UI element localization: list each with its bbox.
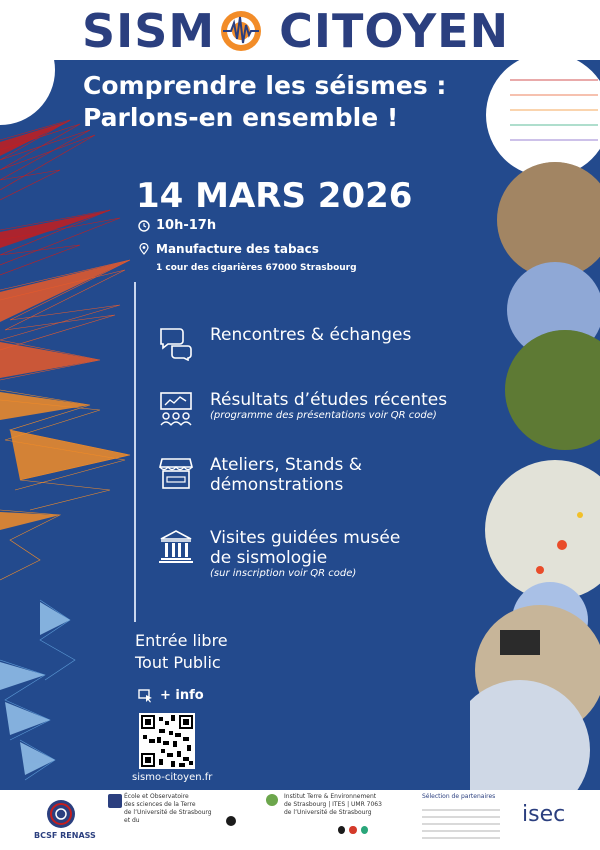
clock-icon [138, 220, 150, 232]
entry-line2: Tout Public [135, 653, 221, 672]
ites-line2: de Strasbourg | ITES | UMR 7063 [284, 801, 382, 808]
photo-collage-decoration [470, 60, 600, 790]
museum-icon [158, 528, 194, 564]
entry-line1: Entrée libre [135, 631, 228, 650]
sismo-citoyen-logo [82, 4, 509, 58]
partners-line1: Sélection de partenaires [422, 793, 496, 800]
partner-dots [338, 826, 368, 834]
event-time: 10h-17h [156, 218, 217, 233]
market-stand-icon [158, 455, 194, 491]
divider-line [134, 282, 136, 622]
eost-line1: École et Observatoire [124, 793, 189, 800]
feature-ateliers [158, 455, 362, 495]
event-address: 1 cour des cigarières 67000 Strasbourg [156, 263, 357, 273]
isec-logo: isec [522, 802, 566, 827]
website-link[interactable]: sismo-citoyen.fr [132, 772, 213, 783]
logo-text-left: SISM [82, 4, 216, 58]
ites-line1: Institut Terre & Environnement [284, 793, 377, 800]
chat-bubbles-icon [158, 325, 194, 361]
qr-code[interactable] [139, 713, 195, 769]
feature-visites-sub: (sur inscription voir QR code) [210, 568, 357, 579]
feature-visites-line2: de sismologie [210, 548, 328, 568]
poster-body [0, 60, 600, 790]
feature-ateliers-line2: démonstrations [210, 475, 344, 495]
feature-rencontres [158, 325, 411, 361]
ites-text [284, 793, 382, 817]
location-pin-icon [138, 243, 150, 255]
event-time-row [138, 218, 216, 233]
header [0, 0, 600, 60]
partners-logos [422, 804, 500, 844]
ites-line3: de l’Université de Strasbourg [284, 809, 372, 816]
more-info-label: + info [160, 688, 204, 703]
logo-text-right: CITOYEN [279, 4, 510, 58]
entry-info [135, 630, 228, 674]
feature-visites-line1: Visites guidées musée [210, 528, 401, 548]
footer-partners [0, 790, 600, 850]
feature-visites [158, 528, 400, 580]
partners-block [422, 793, 502, 801]
eost-line3: de l’Université de Strasbourg [124, 809, 212, 816]
headline [83, 70, 503, 134]
feature-resultats-label: Résultats d’études récentes [210, 390, 448, 410]
more-info [138, 688, 204, 703]
eost-line2: des sciences de la Terre [124, 801, 196, 808]
seismo-target-icon [219, 9, 263, 53]
eost-line4: et du [124, 817, 140, 824]
eost-text [124, 793, 212, 825]
event-venue-row [138, 242, 319, 256]
event-date: 14 MARS 2026 [136, 176, 413, 216]
seismic-wave-decoration [0, 60, 140, 790]
ites-logo [266, 794, 278, 806]
event-venue: Manufacture des tabacs [156, 242, 319, 256]
headline-line1: Comprendre les séismes : [83, 71, 447, 100]
feature-resultats-sub: (programme des présentations voir QR code) [210, 410, 437, 421]
eost-logo [108, 794, 122, 808]
bcsf-renass-label: BCSF RENASS [34, 831, 96, 840]
headline-line2: Parlons-en ensemble ! [83, 103, 399, 132]
feature-rencontres-label: Rencontres & échanges [210, 325, 412, 345]
feature-resultats [158, 390, 447, 426]
pointer-click-icon [138, 689, 154, 703]
cnrs-logo [226, 816, 236, 826]
presentation-icon [158, 390, 194, 426]
feature-ateliers-line1: Ateliers, Stands & [210, 455, 362, 475]
